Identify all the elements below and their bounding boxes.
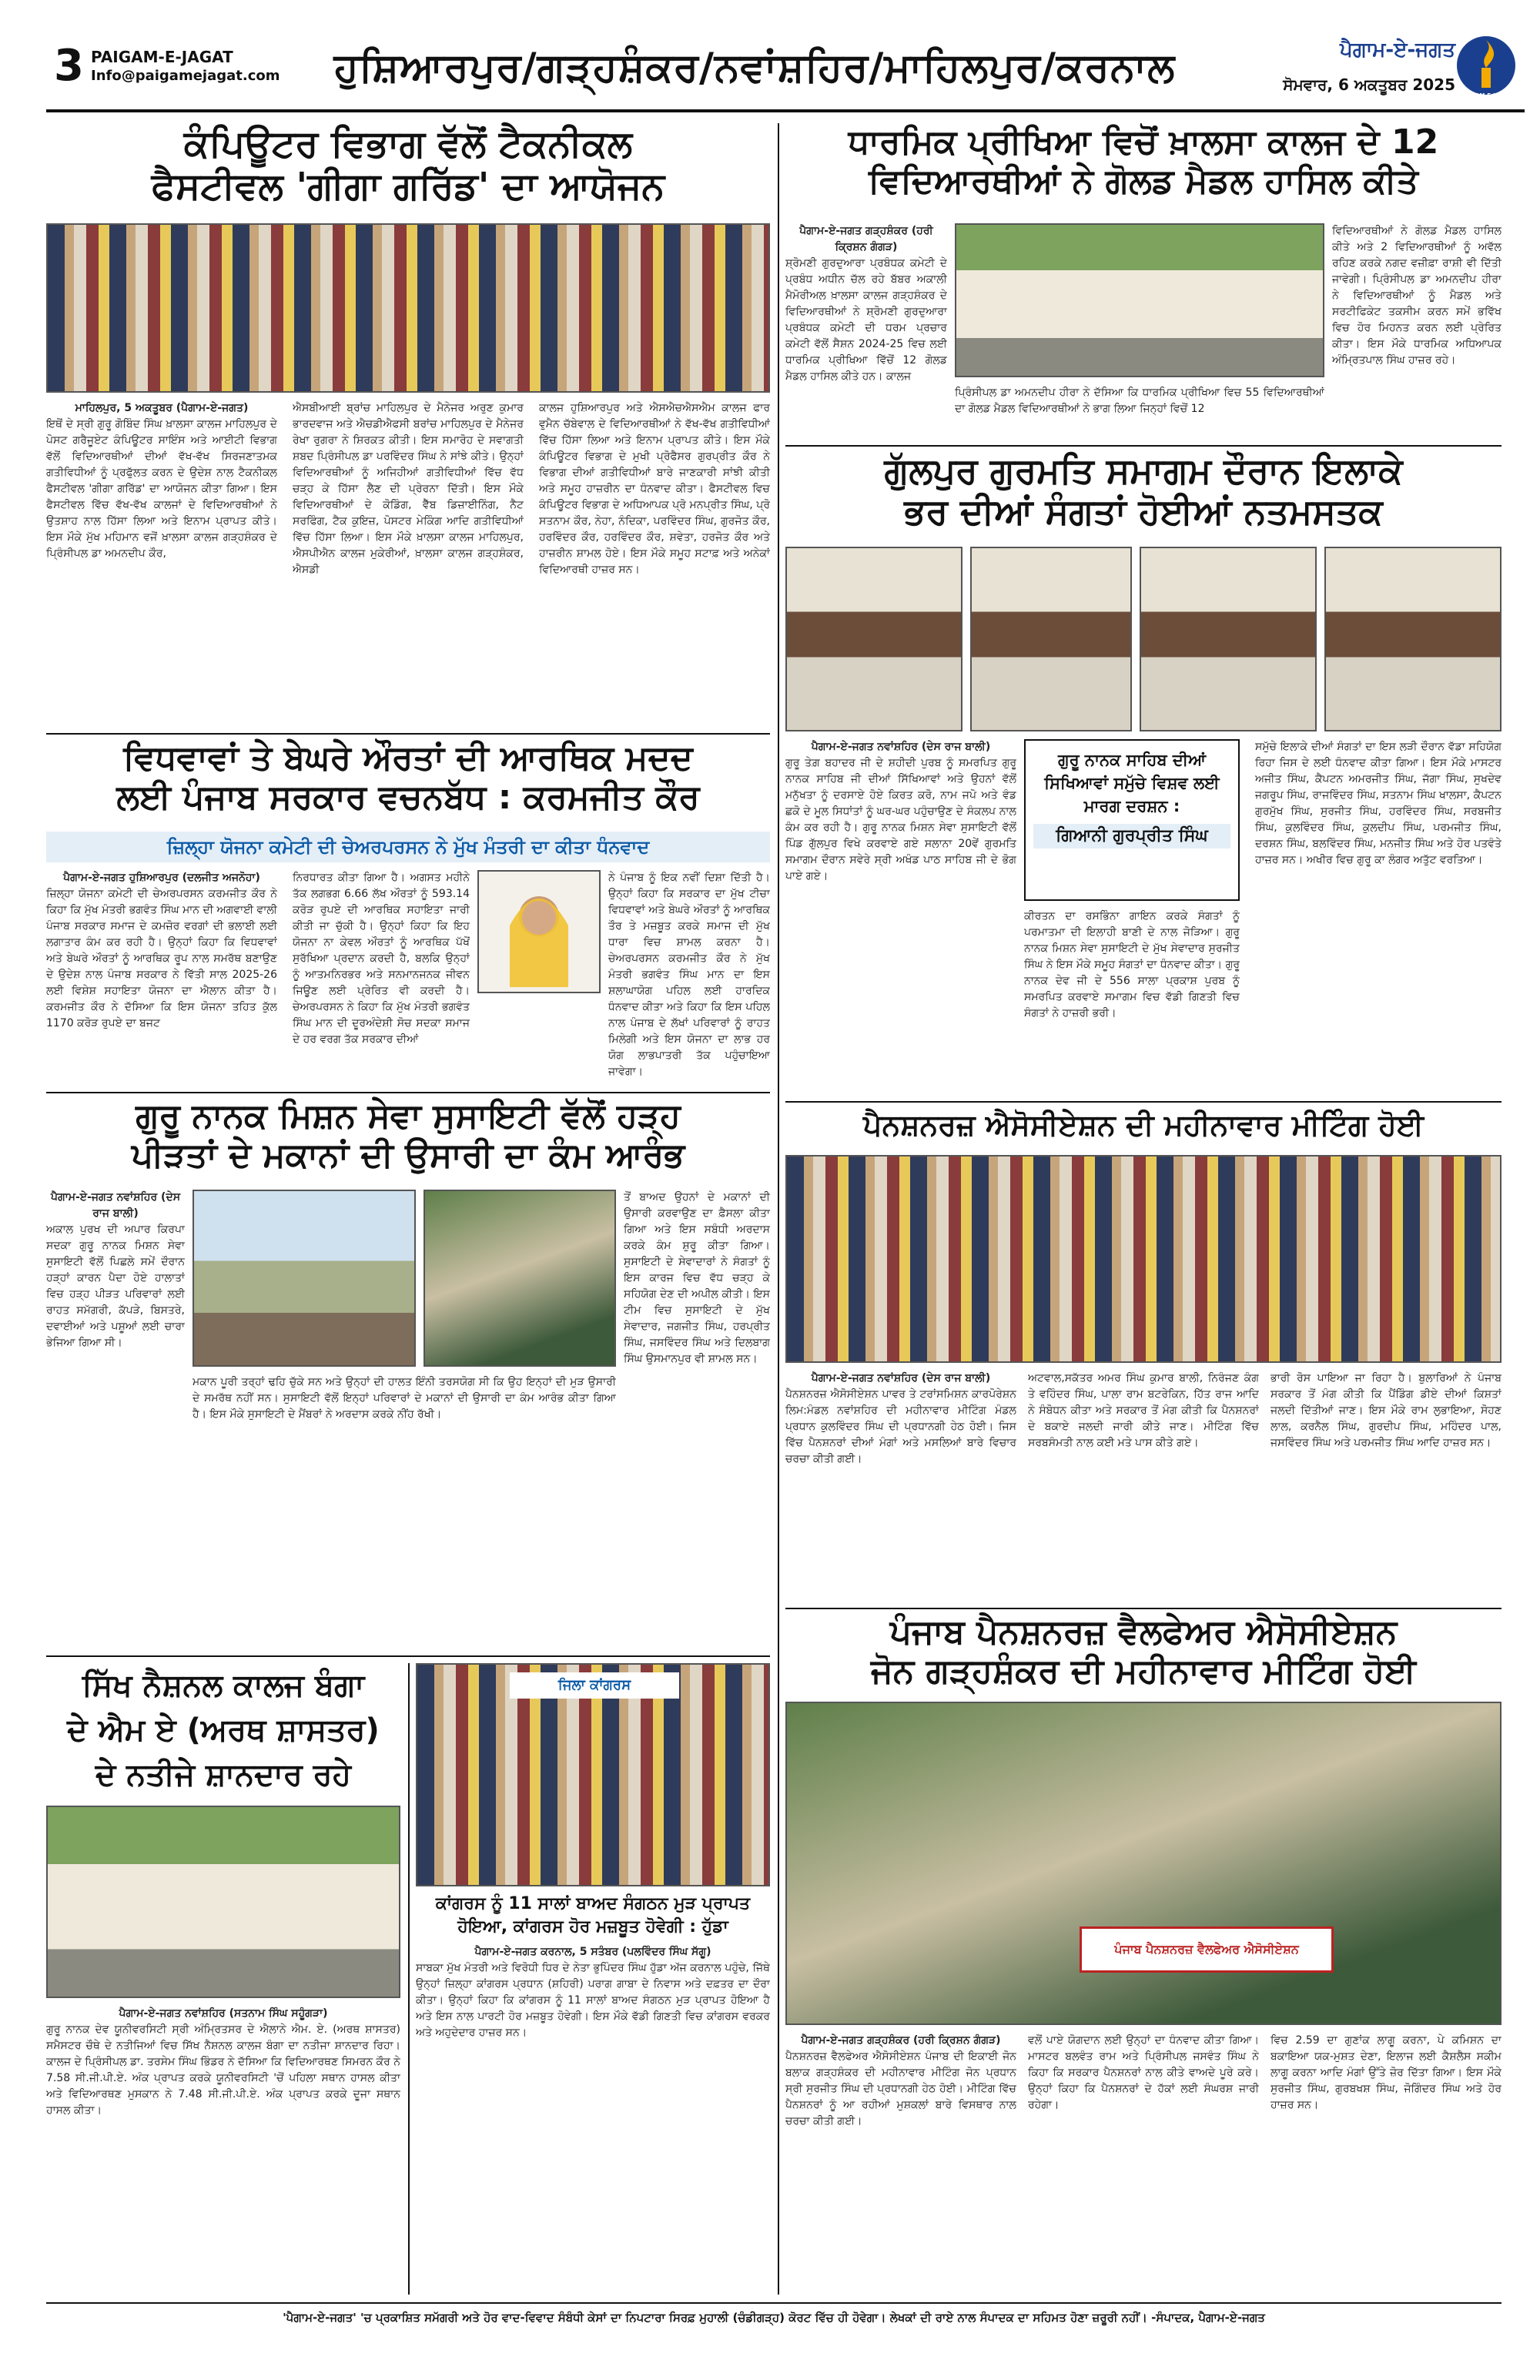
story4-headline-line2: ਲਈ ਪੰਜਾਬ ਸਰਕਾਰ ਵਚਨਬੱਧ : ਕਰਮਜੀਤ ਕੌਰ xyxy=(116,777,700,817)
story3-headline-line2: ਭਰ ਦੀਆਂ ਸੰਗਤਾਂ ਹੋਈਆਂ ਨਤਮਸਤਕ xyxy=(904,490,1383,532)
story8-headline: ਪੈਨਸ਼ਨਰਜ਼ ਐਸੋਸੀਏਸ਼ਨ ਦੀ ਮਹੀਨਾਵਾਰ ਮੀਟਿੰਗ ਹੋਈ xyxy=(862,1108,1424,1142)
story1-headline xyxy=(46,123,770,208)
divider-story6 xyxy=(408,1663,410,2295)
story1-byline: ਮਾਹਿਲਪੁਰ, 5 ਅਕਤੂਬਰ (ਪੈਗਾਮ-ਏ-ਜਗਤ) xyxy=(75,402,249,414)
story6-text: ਗੁਰੂ ਨਾਨਕ ਦੇਵ ਯੂਨੀਵਰਸਿਟੀ ਸ੍ਰੀ ਅੰਮ੍ਰਿਤਸਰ ਦੇ ਐਲਾਨੇ ਐਮ. ਏ. (ਅਰਥ ਸ਼ਾਸਤਰ) ਸਮੈਸਟਰ ਚੌਥੇ ਦੇ ਨਤੀਜਿਆਂ ਵਿਚ ਸਿੱਖ ਨੈਸ਼ਨਲ ਕਾਲਜ ਬੰਗਾ ਦਾ ਨਤੀਜਾ ਸ਼ਾਨਦਾਰ ਰਿਹਾ। ਕਾਲਜ ਦੇ ਪ੍ਰਿੰਸੀਪਲ ਡਾ. ਤਰਸੇਮ ਸਿੰਘ ਭਿੰਡਰ ਨੇ ਦੱਸਿਆ ਕਿ ਵਿਦਿਆਰਥਣ ਸਿਮਰਨ ਕੌਰ ਨੇ 7.58 ਸੀ.ਜੀ.ਪੀ.ਏ. ਅੰਕ ਪ੍ਰਾਪਤ ਕਰਕੇ ਯੂਨੀਵਰਸਿਟੀ 'ਚੋਂ ਪਹਿਲਾ ਸਥਾਨ ਹਾਸਲ ਕੀਤਾ ਅਤੇ ਵਿਦਿਆਰਥਣ ਮੁਸਕਾਨ ਨੇ 7.48 ਸੀ.ਜੀ.ਪੀ.ਏ. ਅੰਕ ਪ੍ਰਾਪਤ ਕਰਕੇ ਦੂਜਾ ਸਥਾਨ ਹਾਸਲ ਕੀਤਾ। xyxy=(46,2024,400,2117)
story3-photo-1 xyxy=(785,547,962,731)
story2-right: ਵਿਦਿਆਰਥੀਆਂ ਨੇ ਗੋਲਡ ਮੈਡਲ ਹਾਸਿਲ ਕੀਤੇ ਅਤੇ 2 ਵਿਦਿਆਰਥੀਆਂ ਨੂੰ ਅਵੱਲ ਰਹਿਣ ਕਰਕੇ ਨਗਦ ਵਜ਼ੀਫ਼ਾ ਰਾਸ਼ੀ ਵੀ ਦਿੱਤੀ ਜਾਵੇਗੀ। ਪ੍ਰਿੰਸੀਪਲ ਡਾ ਅਮਨਦੀਪ ਹੀਰਾ ਨੇ ਵਿਦਿਆਰਥੀਆਂ ਨੂੰ ਮੈਡਲ ਅਤੇ ਸਰਟੀਫਿਕੇਟ ਤਕਸੀਮ ਕਰਨ ਸਮੇਂ ਭਵਿੱਖ ਵਿਚ ਹੋਰ ਮਿਹਨਤ ਕਰਨ ਲਈ ਪ੍ਰੇਰਿਤ ਕੀਤਾ। ਇਸ ਮੌਕੇ ਧਾਰਮਿਕ ਅਧਿਆਪਕ ਅੰਮ੍ਰਿਤਪਾਲ ਸਿੰਘ ਹਾਜ਼ਰ ਰਹੇ। xyxy=(1332,225,1502,367)
masthead-rule xyxy=(46,109,1525,112)
story6-body xyxy=(46,2006,400,2291)
story9-banner: ਪੰਜਾਬ ਪੈਨਸ਼ਨਰਜ਼ ਵੈਲਫੇਅਰ ਐਸੋਸੀਏਸ਼ਨ xyxy=(1080,1926,1334,1973)
story1-col1 xyxy=(46,400,277,728)
story3-headline-line1: ਗੁੱਲਪੁਰ ਗੁਰਮਤਿ ਸਮਾਗਮ ਦੌਰਾਨ ਇਲਾਕੇ xyxy=(884,450,1403,491)
story6-byline: ਪੈਗਾਮ-ਏ-ਜਗਤ ਨਵਾਂਸ਼ਹਿਰ (ਸਤਨਾਮ ਸਿੰਘ ਸਹੂੰਗੜਾ) xyxy=(119,2007,328,2020)
story9-headline xyxy=(785,1613,1502,1691)
story8-photo xyxy=(785,1155,1502,1363)
story7-headline xyxy=(416,1893,770,1939)
story3-byline: ਪੈਗਾਮ-ਏ-ਜਗਤ ਨਵਾਂਸ਼ਹਿਰ (ਦੇਸ ਰਾਜ ਬਾਲੀ) xyxy=(811,741,991,753)
issue-date: ਸੋਮਵਾਰ, 6 ਅਕਤੂਬਰ 2025 xyxy=(1283,75,1455,94)
email[interactable]: Info@paigamejagat.com xyxy=(91,68,280,84)
story5-col3: ਤੋਂ ਬਾਅਦ ਉਹਨਾਂ ਦੇ ਮਕਾਨਾਂ ਦੀ ਉਸਾਰੀ ਕਰਵਾਉਣ ਦਾ ਫ਼ੈਸਲਾ ਕੀਤਾ ਗਿਆ ਅਤੇ ਇਸ ਸਬੰਧੀ ਅਰਦਾਸ ਕਰਕੇ ਕੰਮ ਸ਼ੁਰੂ ਕੀਤਾ ਗਿਆ। ਸੁਸਾਇਟੀ ਦੇ ਸੇਵਾਦਾਰਾਂ ਨੇ ਸੰਗਤਾਂ ਨੂੰ ਇਸ ਕਾਰਜ ਵਿਚ ਵੱਧ ਚੜ੍ਹ ਕੇ ਸਹਿਯੋਗ ਦੇਣ ਦੀ ਅਪੀਲ ਕੀਤੀ। ਇਸ ਟੀਮ ਵਿਚ ਸੁਸਾਇਟੀ ਦੇ ਮੁੱਖ ਸੇਵਾਦਾਰ, ਜਗਜੀਤ ਸਿੰਘ, ਹਰਪ੍ਰੀਤ ਸਿੰਘ, ਜਸਵਿੰਦਰ ਸਿੰਘ ਅਤੇ ਦਿਲਬਾਗ ਸਿੰਘ ਉਸਮਾਨਪੁਰ ਵੀ ਸ਼ਾਮਲ ਸਨ। xyxy=(624,1191,770,1365)
story3-photo-2 xyxy=(970,547,1132,731)
story2-left xyxy=(785,223,947,439)
story7-text: ਸਾਬਕਾ ਮੁੱਖ ਮੰਤਰੀ ਅਤੇ ਵਿਰੋਧੀ ਧਿਰ ਦੇ ਨੇਤਾ ਭੁਪਿੰਦਰ ਸਿੰਘ ਹੁੱਡਾ ਅੱਜ ਕਰਨਾਲ ਪਹੁੰਚੇ, ਜਿੱਥੇ ਉਨ੍ਹਾਂ ਜ਼ਿਲ੍ਹਾ ਕਾਂਗਰਸ ਪ੍ਰਧਾਨ (ਸ਼ਹਿਰੀ) ਪਰਾਗ ਗਾਬਾ ਦੇ ਨਿਵਾਸ ਅਤੇ ਦਫ਼ਤਰ ਦਾ ਦੌਰਾ ਕੀਤਾ। ਉਨ੍ਹਾਂ ਕਿਹਾ ਕਿ ਕਾਂਗਰਸ ਨੂੰ 11 ਸਾਲਾਂ ਬਾਅਦ ਸੰਗਠਨ ਮੁੜ ਪ੍ਰਾਪਤ ਹੋਇਆ ਹੈ ਅਤੇ ਇਸ ਨਾਲ ਪਾਰਟੀ ਹੋਰ ਮਜ਼ਬੂਤ ਹੋਵੇਗੀ। ਇਸ ਮੌਕੇ ਵੱਡੀ ਗਿਣਤੀ ਵਿਚ ਕਾਂਗਰਸ ਵਰਕਰ ਅਤੇ ਅਹੁਦੇਦਾਰ ਹਾਜ਼ਰ ਸਨ। xyxy=(416,1962,770,2039)
page-number: 3 xyxy=(54,41,84,91)
story4-subhead: ਜ਼ਿਲ੍ਹਾ ਯੋਜਨਾ ਕਮੇਟੀ ਦੀ ਚੇਅਰਪਰਸਨ ਨੇ ਮੁੱਖ ਮੰਤਰੀ ਦਾ ਕੀਤਾ ਧੰਨਵਾਦ xyxy=(46,832,770,862)
story3-col1-text: ਗੁਰੂ ਤੇਗ਼ ਬਹਾਦਰ ਜੀ ਦੇ ਸ਼ਹੀਦੀ ਪੁਰਬ ਨੂੰ ਸਮਰਪਿਤ ਗੁਰੂ ਨਾਨਕ ਸਾਹਿਬ ਜੀ ਦੀਆਂ ਸਿੱਖਿਆਵਾਂ ਅਤੇ ਉਹਨਾਂ ਵੱਲੋਂ ਮਨੁੱਖਤਾ ਨੂੰ ਦਰਸਾਏ ਹੋਏ ਕਿਰਤ ਕਰੋ, ਨਾਮ ਜਪੋ ਅਤੇ ਵੰਡ ਛਕੋ ਦੇ ਮੂਲ ਸਿਧਾਂਤਾਂ ਨੂੰ ਘਰ-ਘਰ ਪਹੁੰਚਾਉਣ ਦੇ ਸੰਕਲਪ ਨਾਲ ਕੰਮ ਕਰ ਰਹੀ ਹੈ। ਗੁਰੂ ਨਾਨਕ ਮਿਸ਼ਨ ਸੇਵਾ ਸੁਸਾਇਟੀ ਵੱਲੋਂ ਪਿੰਡ ਗੁੱਲਪੁਰ ਵਿਖੇ ਕਰਵਾਏ ਗਏ ਸਲਾਨਾ 20ਵੇਂ ਗੁਰਮਤਿ ਸਮਾਗਮ ਦੌਰਾਨ ਸਵੇਰੇ ਸ੍ਰੀ ਅਖੰਡ ਪਾਠ ਸਾਹਿਬ ਜੀ ਦੇ ਭੋਗ ਪਾਏ ਗਏ। xyxy=(785,757,1016,882)
story4-col1-text: ਜ਼ਿਲ੍ਹਾ ਯੋਜਨਾ ਕਮੇਟੀ ਦੀ ਚੇਅਰਪਰਸਨ ਕਰਮਜੀਤ ਕੌਰ ਨੇ ਕਿਹਾ ਕਿ ਮੁੱਖ ਮੰਤਰੀ ਭਗਵੰਤ ਸਿੰਘ ਮਾਨ ਦੀ ਅਗਵਾਈ ਵਾਲੀ ਪੰਜਾਬ ਸਰਕਾਰ ਸਮਾਜ ਦੇ ਕਮਜ਼ੋਰ ਵਰਗਾਂ ਦੀ ਭਲਾਈ ਲਈ ਲਗਾਤਾਰ ਕੰਮ ਕਰ ਰਹੀ ਹੈ। ਉਨ੍ਹਾਂ ਕਿਹਾ ਕਿ ਵਿਧਵਾਵਾਂ ਅਤੇ ਬੇਘਰੇ ਔਰਤਾਂ ਨੂੰ ਆਰਥਿਕ ਰੂਪ ਨਾਲ ਸਮਰੱਥ ਬਣਾਉਣ ਦੇ ਉਦੇਸ਼ ਨਾਲ ਪੰਜਾਬ ਸਰਕਾਰ ਨੇ ਵਿੱਤੀ ਸਾਲ 2025-26 ਲਈ ਵਿਸ਼ੇਸ਼ ਸਹਾਇਤਾ ਯੋਜਨਾ ਦਾ ਐਲਾਨ ਕੀਤਾ ਹੈ। ਕਰਮਜੀਤ ਕੌਰ ਨੇ ਦੱਸਿਆ ਕਿ ਇਸ ਯੋਜਨਾ ਤਹਿਤ ਕੁੱਲ 1170 ਕਰੋੜ ਰੁਪਏ ਦਾ ਬਜਟ xyxy=(46,888,277,1029)
story1-headline-line2: ਫੈਸਟੀਵਲ 'ਗੀਗਾ ਗਰਿੱਡ' ਦਾ ਆਯੋਜਨ xyxy=(151,165,665,209)
masthead xyxy=(0,0,1540,115)
story7-body xyxy=(416,1944,770,2291)
story6-headline-line1: ਸਿੱਖ ਨੈਸ਼ਨਲ ਕਾਲਜ ਬੰਗਾ xyxy=(82,1668,365,1703)
story4-byline: ਪੈਗਾਮ-ਏ-ਜਗਤ ਹੁਸ਼ਿਆਰਪੁਰ (ਦਲਜੀਤ ਅਜਨੋਹਾ) xyxy=(63,872,260,884)
story5-headline-line1: ਗੁਰੂ ਨਾਨਕ ਮਿਸ਼ਨ ਸੇਵਾ ਸੁਸਾਇਟੀ ਵੱਲੋਂ ਹੜ੍ਹ xyxy=(136,1096,681,1136)
story2-headline-line1: ਧਾਰਮਿਕ ਪ੍ਰੀਖਿਆ ਵਿਚੋਂ ਖ਼ਾਲਸਾ ਕਾਲਜ ਦੇ 12 xyxy=(848,122,1439,162)
story8-col2: ਅਟਵਾਲ,ਸਕੱਤਰ ਅਮਰ ਸਿੰਘ ਕੁਮਾਰ ਬਾਲੀ, ਨਿਰੰਜਣ ਕੰਗ ਤੇ ਵਹਿੰਦਰ ਸਿੰਘ, ਪਾਲਾ ਰਾਮ ਬਟਰੇਕਿਨ, ਹਿੱਤ ਰਾਜ ਆਦਿ ਨੇ ਸੰਬੋਧਨ ਕੀਤਾ ਅਤੇ ਸਰਕਾਰ ਤੋਂ ਮੰਗ ਕੀਤੀ ਕਿ ਪੈਨਸ਼ਨਰਾਂ ਦੇ ਬਕਾਏ ਜਲਦੀ ਜਾਰੀ ਕੀਤੇ ਜਾਣ। ਮੀਟਿੰਗ ਵਿੱਚ ਸਰਬਸੰਮਤੀ ਨਾਲ ਕਈ ਮਤੇ ਪਾਸ ਕੀਤੇ ਗਏ। xyxy=(1028,1372,1259,1449)
story1-col1-text: ਇਥੋਂ ਦੇ ਸ੍ਰੀ ਗੁਰੂ ਗੋਬਿੰਦ ਸਿੰਘ ਖ਼ਾਲਸਾ ਕਾਲਜ ਮਾਹਿਲਪੁਰ ਦੇ ਪੋਸਟ ਗਰੈਜੂਏਟ ਕੰਪਿਊਟਰ ਸਾਇੰਸ ਅਤੇ ਆਈਟੀ ਵਿਭਾਗ ਵੱਲੋਂ ਵਿਦਿਆਰਥੀਆਂ ਦੀਆਂ ਵੱਖ-ਵੱਖ ਸਿਰਜਣਾਤਮਕ ਗਤੀਵਿਧੀਆਂ ਨੂੰ ਪ੍ਰਫੁੱਲਤ ਕਰਨ ਦੇ ਉਦੇਸ਼ ਨਾਲ ਟੈਕਨੀਕਲ ਫੈਸਟੀਵਲ 'ਗੀਗਾ ਗਰਿੱਡ' ਦਾ ਆਯੋਜਨ ਕੀਤਾ ਗਿਆ। ਇਸ ਫੈਸਟੀਵਲ ਵਿੱਚ ਵੱਖ-ਵੱਖ ਕਾਲਜਾਂ ਦੇ ਵਿਦਿਆਰਥੀਆਂ ਨੇ ਉਤਸ਼ਾਹ ਨਾਲ ਹਿੱਸਾ ਲਿਆ ਅਤੇ ਇਨਾਮ ਪ੍ਰਾਪਤ ਕੀਤੇ। ਇਸ ਮੌਕੇ ਮੁੱਖ ਮਹਿਮਾਨ ਵਜੋਂ ਖ਼ਾਲਸਾ ਕਾਲਜ ਗੜ੍ਹਸ਼ੰਕਰ ਦੇ ਪ੍ਰਿੰਸੀਪਲ ਡਾ ਅਮਨਦੀਪ ਕੌਰ, xyxy=(46,418,277,560)
story2-headline xyxy=(785,123,1502,201)
story6-headline-line3: ਦੇ ਨਤੀਜੇ ਸ਼ਾਨਦਾਰ ਰਹੇ xyxy=(95,1757,352,1793)
story3-headline xyxy=(785,450,1502,532)
story1-col3: ਕਾਲਜ ਹੁਸ਼ਿਆਰਪੁਰ ਅਤੇ ਐਸਐਚਐਸਐਮ ਕਾਲਜ ਫਾਰ ਵੁਮੈਨ ਚੱਬੇਵਾਲ ਦੇ ਵਿਦਿਆਰਥੀਆਂ ਨੇ ਵੱਖ-ਵੱਖ ਗਤੀਵਿਧੀਆਂ ਵਿੱਚ ਹਿੱਸਾ ਲਿਆ ਅਤੇ ਇਨਾਮ ਪ੍ਰਾਪਤ ਕੀਤੇ। ਇਸ ਮੌਕੇ ਕੰਪਿਊਟਰ ਵਿਭਾਗ ਦੇ ਮੁਖੀ ਪ੍ਰੋਫੈਸਰ ਗੁਰਪ੍ਰੀਤ ਕੌਰ ਨੇ ਵਿਭਾਗ ਦੀਆਂ ਗਤੀਵਿਧੀਆਂ ਬਾਰੇ ਜਾਣਕਾਰੀ ਸਾਂਝੀ ਕੀਤੀ ਅਤੇ ਸਮੂਹ ਹਾਜ਼ਰੀਨ ਦਾ ਧੰਨਵਾਦ ਕੀਤਾ। ਫੈਸਟੀਵਲ ਵਿਚ ਕੰਪਿਊਟਰ ਵਿਭਾਗ ਦੇ ਅਧਿਆਪਕ ਪ੍ਰੋ ਮਨਪ੍ਰੀਤ ਸਿੰਘ, ਪ੍ਰੋ ਸਤਨਾਮ ਕੌਰ, ਨੇਹਾ, ਨੰਦਿਕਾ, ਪਰਵਿੰਦਰ ਸਿੰਘ, ਗੁਰਜੋਤ ਕੌਰ, ਹਰਵਿੰਦਰ ਕੌਰ, ਹਰਵਿੰਦਰ ਕੌਰ, ਸ਼ਵੇਤਾ, ਹਰਜੋਤ ਕੌਰ ਅਤੇ ਹਾਜ਼ਰੀਨ ਸ਼ਾਮਲ ਹੋਏ। ਇਸ ਮੌਕੇ ਸਮੂਹ ਸਟਾਫ਼ ਅਤੇ ਅਨੇਕਾਂ ਵਿਦਿਆਰਥੀ ਹਾਜ਼ਰ ਸਨ। xyxy=(539,402,770,576)
story4-portrait xyxy=(477,870,601,993)
story3-photo-4 xyxy=(1324,547,1502,731)
story7-photo xyxy=(416,1663,770,1886)
story6-photo xyxy=(46,1806,400,1998)
story5-col2: ਮਕਾਨ ਪੂਰੀ ਤਰ੍ਹਾਂ ਢਹਿ ਚੁੱਕੇ ਸਨ ਅਤੇ ਉਨ੍ਹਾਂ ਦੀ ਹਾਲਤ ਇੰਨੀ ਤਰਸਯੋਗ ਸੀ ਕਿ ਉਹ ਇਨ੍ਹਾਂ ਦੀ ਮੁੜ ਉਸਾਰੀ ਦੇ ਸਮਰੱਥ ਨਹੀਂ ਸਨ। ਸੁਸਾਇਟੀ ਵੱਲੋਂ ਇਨ੍ਹਾਂ ਪਰਿਵਾਰਾਂ ਦੇ ਮਕਾਨਾਂ ਦੀ ਉਸਾਰੀ ਦਾ ਕੰਮ ਆਰੰਭ ਕੀਤਾ ਗਿਆ ਹੈ। ਇਸ ਮੌਕੇ ਸੁਸਾਇਟੀ ਦੇ ਮੈਂਬਰਾਂ ਨੇ ਅਰਦਾਸ ਕਰਕੇ ਨੀਂਹ ਰੱਖੀ। xyxy=(192,1376,616,1421)
story5-byline: ਪੈਗਾਮ-ਏ-ਜਗਤ ਨਵਾਂਸ਼ਹਿਰ (ਦੇਸ ਰਾਜ ਬਾਲੀ) xyxy=(50,1191,181,1220)
story9-headline-line1: ਪੰਜਾਬ ਪੈਨਸ਼ਨਰਜ਼ ਵੈਲਫੇਅਰ ਐਸੋਸੀਏਸ਼ਨ xyxy=(889,1612,1398,1652)
story8-col1-text: ਪੈਨਸ਼ਨਰਜ਼ ਐਸੋਸੀਏਸ਼ਨ ਪਾਵਰ ਤੇ ਟਰਾਂਸਮਿਸ਼ਨ ਕਾਰਪੋਰੇਸ਼ਨ ਲਿਮ:ਮੰਡਲ ਨਵਾਂਸ਼ਹਿਰ ਦੀ ਮਹੀਨਾਵਾਰ ਮੀਟਿੰਗ ਮੰਡਲ ਪ੍ਰਧਾਨ ਕੁਲਵਿੰਦਰ ਸਿੰਘ ਦੀ ਪ੍ਰਧਾਨਗੀ ਹੇਠ ਹੋਈ। ਜਿਸ ਵਿੱਚ ਪੈਨਸ਼ਨਰਾਂ ਦੀਆਂ ਮੰਗਾਂ ਅਤੇ ਮਸਲਿਆਂ ਬਾਰੇ ਵਿਚਾਰ ਚਰਚਾ ਕੀਤੀ ਗਈ। xyxy=(785,1388,1016,1465)
story2-byline: ਪੈਗਾਮ-ਏ-ਜਗਤ ਗੜ੍ਹਸ਼ੰਕਰ (ਹਰੀ ਕ੍ਰਿਸ਼ਨ ਗੰਗੜ) xyxy=(799,225,933,253)
story2-photo xyxy=(955,223,1324,377)
logo-name: ਪੈਗਾਮ-ਏ-ਜਗਤ xyxy=(1340,38,1455,62)
footer-disclaimer: 'ਪੈਗਾਮ-ਏ-ਜਗਤ' 'ਚ ਪ੍ਰਕਾਸ਼ਿਤ ਸਮੱਗਰੀ ਅਤੇ ਹੋਰ ਵਾਦ-ਵਿਵਾਦ ਸੰਬੰਧੀ ਕੇਸਾਂ ਦਾ ਨਿਪਟਾਰਾ ਸਿਰਫ਼ ਮੁਹਾਲੀ (ਚੰਡੀਗੜ੍ਹ) ਕੋਰਟ ਵਿੱਚ ਹੀ ਹੋਵੇਗਾ। ਲੇਖਕਾਂ ਦੀ ਰਾਏ ਨਾਲ ਸੰਪਾਦਕ ਦਾ ਸਹਿਮਤ ਹੋਣਾ ਜ਼ਰੂਰੀ ਨਹੀਂ। -ਸੰਪਾਦਕ, ਪੈਗਾਮ-ਏ-ਜਗਤ xyxy=(283,2311,1265,2325)
story2-bottom: ਪ੍ਰਿੰਸੀਪਲ ਡਾ ਅਮਨਦੀਪ ਹੀਰਾ ਨੇ ਦੱਸਿਆ ਕਿ ਧਾਰਮਿਕ ਪ੍ਰੀਖਿਆ ਵਿਚ 55 ਵਿਦਿਆਰਥੀਆਂ ਦਾ ਗੋਲਡ ਮੈਡਲ ਵਿਦਿਆਰਥੀਆਂ ਨੇ ਭਾਗ ਲਿਆ ਜਿਨ੍ਹਾਂ ਵਿਚੋਂ 12 xyxy=(955,387,1324,415)
story5-col1 xyxy=(46,1190,185,1652)
divider-story4 xyxy=(46,1092,770,1093)
story2-headline-line2: ਵਿਦਿਆਰਥੀਆਂ ਨੇ ਗੋਲਡ ਮੈਡਲ ਹਾਸਿਲ ਕੀਤੇ xyxy=(869,161,1418,201)
story8-col3: ਭਾਰੀ ਰੋਸ ਪਾਇਆ ਜਾ ਰਿਹਾ ਹੈ। ਬੁਲਾਰਿਆਂ ਨੇ ਪੰਜਾਬ ਸਰਕਾਰ ਤੋਂ ਮੰਗ ਕੀਤੀ ਕਿ ਪੈਂਡਿੰਗ ਡੀਏ ਦੀਆਂ ਕਿਸ਼ਤਾਂ ਜਲਦੀ ਦਿੱਤੀਆਂ ਜਾਣ। ਇਸ ਮੌਕੇ ਰਾਮ ਲੁਭਾਇਆ, ਸੋਹਣ ਲਾਲ, ਕਰਨੈਲ ਸਿੰਘ, ਗੁਰਦੀਪ ਸਿੰਘ, ਮਹਿੰਦਰ ਪਾਲ, ਜਸਵਿੰਦਰ ਸਿੰਘ ਅਤੇ ਪਰਮਜੀਤ ਸਿੰਘ ਆਦਿ ਹਾਜ਼ਰ ਸਨ। xyxy=(1270,1372,1502,1449)
divider-story1 xyxy=(46,733,770,735)
story9-col1 xyxy=(785,2033,1016,2291)
story9-byline: ਪੈਗਾਮ-ਏ-ਜਗਤ ਗੜ੍ਹਸ਼ੰਕਰ (ਹਰੀ ਕ੍ਰਿਸ਼ਨ ਗੰਗੜ) xyxy=(801,2034,1001,2047)
story7-byline: ਪੈਗਾਮ-ਏ-ਜਗਤ ਕਰਨਾਲ, 5 ਸਤੰਬਰ (ਪਲਵਿੰਦਰ ਸਿੰਘ ਸੱਗੂ) xyxy=(474,1946,711,1958)
story7-headline-line1: ਕਾਂਗਰਸ ਨੂੰ 11 ਸਾਲਾਂ ਬਾਅਦ ਸੰਗਠਨ ਮੁੜ ਪ੍ਰਾਪਤ xyxy=(435,1894,751,1913)
story3-col1 xyxy=(785,739,1016,916)
story9-col3: ਵਿਚ 2.59 ਦਾ ਗੁਣਾਂਕ ਲਾਗੂ ਕਰਨਾ, ਪੇ ਕਮਿਸ਼ਨ ਦਾ ਬਕਾਇਆ ਯਕ-ਮੁਸ਼ਤ ਦੇਣਾ, ਇਲਾਜ ਲਈ ਕੈਸ਼ਲੈਸ ਸਕੀਮ ਲਾਗੂ ਕਰਨਾ ਆਦਿ ਮੰਗਾਂ ਉੱਤੇ ਜ਼ੋਰ ਦਿੱਤਾ ਗਿਆ। ਇਸ ਮੌਕੇ ਸੁਰਜੀਤ ਸਿੰਘ, ਗੁਰਬਖਸ਼ ਸਿੰਘ, ਜੋਗਿੰਦਰ ਸਿੰਘ ਅਤੇ ਹੋਰ ਹਾਜ਼ਰ ਸਨ। xyxy=(1270,2034,1502,2111)
story1-photo xyxy=(46,223,770,393)
story5-photo-2 xyxy=(424,1190,616,1367)
person-portrait-icon xyxy=(479,872,599,992)
story9-photo xyxy=(785,1702,1502,2025)
story3-photo-3 xyxy=(1140,547,1317,731)
story8-col1 xyxy=(785,1371,1016,1602)
brand-name: PAIGAM-E-JAGAT xyxy=(91,48,233,66)
story9-headline-line2: ਜੋਨ ਗੜ੍ਹਸ਼ੰਕਰ ਦੀ ਮਹੀਨਾਵਾਰ ਮੀਟਿੰਗ ਹੋਈ xyxy=(871,1651,1416,1691)
region-title: ਹੁਸ਼ਿਆਰਪੁਰ/ਗੜ੍ਹਸ਼ੰਕਰ/ਨਵਾਂਸ਼ਹਿਰ/ਮਾਹਿਲਪੁਰ/ਕਰਨਾਲ xyxy=(333,45,1176,91)
story3-highlight-name: ਗਿਆਨੀ ਗੁਰਪ੍ਰੀਤ ਸਿੰਘ xyxy=(1033,824,1230,849)
story5-headline xyxy=(46,1097,770,1175)
story4-headline-line1: ਵਿਧਵਾਵਾਂ ਤੇ ਬੇਘਰੇ ਔਰਤਾਂ ਦੀ ਆਰਥਿਕ ਮਦਦ xyxy=(123,738,693,778)
divider-story5 xyxy=(46,1655,770,1657)
story1-col2: ਐਸਬੀਆਈ ਬ੍ਰਾਂਚ ਮਾਹਿਲਪੁਰ ਦੇ ਮੈਨੇਜਰ ਅਰੁਣ ਕੁਮਾਰ ਭਾਰਦਵਾਜ ਅਤੇ ਐਚਡੀਐਫਸੀ ਬਰਾਂਚ ਮਾਹਿਲਪੁਰ ਦੇ ਮੈਨੇਜਰ ਰੇਖਾ ਰੁਗਰਾ ਨੇ ਸ਼ਿਰਕਤ ਕੀਤੀ। ਇਸ ਸਮਾਰੋਹ ਦੇ ਸਵਾਗਤੀ ਸ਼ਬਦ ਪ੍ਰਿੰਸੀਪਲ ਡਾ ਪਰਵਿੰਦਰ ਸਿੰਘ ਨੇ ਸਾਂਝੇ ਕੀਤੇ। ਉਨ੍ਹਾਂ ਵਿਦਿਆਰਥੀਆਂ ਨੂੰ ਅਜਿਹੀਆਂ ਗਤੀਵਿਧੀਆਂ ਵਿੱਚ ਵੱਧ ਚੜ੍ਹ ਕੇ ਹਿੱਸਾ ਲੈਣ ਦੀ ਪ੍ਰੇਰਨਾ ਦਿੱਤੀ। ਇਸ ਮੌਕੇ ਵਿਦਿਆਰਥੀਆਂ ਦੇ ਕੋਡਿੰਗ, ਵੈੱਬ ਡਿਜ਼ਾਈਨਿੰਗ, ਨੈਟ ਸਰਫਿੰਗ, ਟੈਕ ਕੁਇਜ਼, ਪੋਸਟਰ ਮੇਕਿੰਗ ਆਦਿ ਗਤੀਵਿਧੀਆਂ ਵਿੱਚ ਹਿੱਸਾ ਲਿਆ। ਇਸ ਮੌਕੇ ਖ਼ਾਲਸਾ ਕਾਲਜ ਮਾਹਿਲਪੁਰ, ਐਸਪੀਐਨ ਕਾਲਜ ਮੁਕੇਰੀਆਂ, ਖ਼ਾਲਸਾ ਕਾਲਜ ਗੜ੍ਹਸ਼ੰਕਰ, ਐਸਡੀ xyxy=(293,402,524,576)
story7-banner: ਜਿਲਾ ਕਾਂਗਰਸ xyxy=(510,1672,679,1699)
footer-rule xyxy=(46,2302,1502,2304)
story5-headline-line2: ਪੀੜਤਾਂ ਦੇ ਮਕਾਨਾਂ ਦੀ ਉਸਾਰੀ ਦਾ ਕੰਮ ਆਰੰਭ xyxy=(131,1135,685,1175)
story4-headline xyxy=(46,739,770,817)
story6-headline-line2: ਦੇ ਐਮ ਏ (ਅਰਥ ਸ਼ਾਸਤਰ) xyxy=(67,1712,380,1748)
story9-col1-text: ਪੈਨਸ਼ਨਰਜ਼ ਵੈਲਫੇਅਰ ਐਸੋਸੀਏਸ਼ਨ ਪੰਜਾਬ ਦੀ ਇਕਾਈ ਜੋਨ ਬਲਾਕ ਗੜ੍ਹਸ਼ੰਕਰ ਦੀ ਮਹੀਨਾਵਾਰ ਮੀਟਿੰਗ ਜੋਨ ਪ੍ਰਧਾਨ ਸ੍ਰੀ ਸੁਰਜੀਤ ਸਿੰਘ ਦੀ ਪ੍ਰਧਾਨਗੀ ਹੇਠ ਹੋਈ। ਮੀਟਿੰਗ ਵਿੱਚ ਪੈਨਸ਼ਨਰਾਂ ਨੂੰ ਆ ਰਹੀਆਂ ਮੁਸ਼ਕਲਾਂ ਬਾਰੇ ਵਿਸਥਾਰ ਨਾਲ ਚਰਚਾ ਕੀਤੀ ਗਈ। xyxy=(785,2050,1016,2127)
story5-col1-text: ਅਕਾਲ ਪੁਰਖ ਦੀ ਅਪਾਰ ਕਿਰਪਾ ਸਦਕਾ ਗੁਰੂ ਨਾਨਕ ਮਿਸ਼ਨ ਸੇਵਾ ਸੁਸਾਇਟੀ ਵੱਲੋਂ ਪਿਛਲੇ ਸਮੇਂ ਦੌਰਾਨ ਹੜ੍ਹਾਂ ਕਾਰਨ ਪੈਦਾ ਹੋਏ ਹਾਲਾਤਾਂ ਵਿਚ ਹੜ੍ਹ ਪੀੜਤ ਪਰਿਵਾਰਾਂ ਲਈ ਰਾਹਤ ਸਮੱਗਰੀ, ਕੱਪੜੇ, ਬਿਸਤਰੇ, ਦਵਾਈਆਂ ਅਤੇ ਪਸ਼ੂਆਂ ਲਈ ਚਾਰਾ ਭੇਜਿਆ ਗਿਆ ਸੀ। xyxy=(46,1223,185,1349)
logo-lettering: PAIGAM-E-JAGAT xyxy=(1461,92,1512,99)
story4-col2: ਨਿਰਧਾਰਤ ਕੀਤਾ ਗਿਆ ਹੈ। ਅਗਸਤ ਮਹੀਨੇ ਤੱਕ ਲਗਭਗ 6.66 ਲੱਖ ਔਰਤਾਂ ਨੂੰ 593.14 ਕਰੋੜ ਰੁਪਏ ਦੀ ਆਰਥਿਕ ਸਹਾਇਤਾ ਜਾਰੀ ਕੀਤੀ ਜਾ ਚੁੱਕੀ ਹੈ। ਉਨ੍ਹਾਂ ਕਿਹਾ ਕਿ ਇਹ ਯੋਜਨਾ ਨਾ ਕੇਵਲ ਔਰਤਾਂ ਨੂੰ ਆਰਥਿਕ ਪੱਖੋਂ ਸੁਰੱਖਿਆ ਪ੍ਰਦਾਨ ਕਰਦੀ ਹੈ, ਬਲਕਿ ਉਨ੍ਹਾਂ ਨੂੰ ਆਤਮਨਿਰਭਰ ਅਤੇ ਸਨਮਾਨਜਨਕ ਜੀਵਨ ਜਿਊਣ ਲਈ ਪ੍ਰੇਰਿਤ ਵੀ ਕਰਦੀ ਹੈ। ਚੇਅਰਪਰਸਨ ਨੇ ਕਿਹਾ ਕਿ ਮੁੱਖ ਮੰਤਰੀ ਭਗਵੰਤ ਸਿੰਘ ਮਾਨ ਦੀ ਦੂਰਅੰਦੇਸ਼ੀ ਸੋਚ ਸਦਕਾ ਸਮਾਜ ਦੇ ਹਰ ਵਰਗ ਤੱਕ ਸਰਕਾਰ ਦੀਆਂ xyxy=(293,872,470,1046)
story2-left-text: ਸ਼੍ਰੋਮਣੀ ਗੁਰਦੁਆਰਾ ਪ੍ਰਬੰਧਕ ਕਮੇਟੀ ਦੇ ਪ੍ਰਬੰਧ ਅਧੀਨ ਚੱਲ ਰਹੇ ਬੱਬਰ ਅਕਾਲੀ ਮੈਮੋਰੀਅਲ ਖ਼ਾਲਸਾ ਕਾਲਜ ਗੜ੍ਹਸ਼ੰਕਰ ਦੇ ਵਿਦਿਆਰਥੀਆਂ ਨੇ ਸ਼੍ਰੋਮਣੀ ਗੁਰਦੁਆਰਾ ਪ੍ਰਬੰਧਕ ਕਮੇਟੀ ਦੀ ਧਰਮ ਪ੍ਰਚਾਰ ਕਮੇਟੀ ਵੱਲੋਂ ਸੈਸ਼ਨ 2024-25 ਵਿਚ ਲਈ ਧਾਰਮਿਕ ਪ੍ਰੀਖਿਆ ਵਿੱਚੋਂ 12 ਗੋਲਡ ਮੈਡਲ ਹਾਸਿਲ ਕੀਤੇ ਹਨ। ਕਾਲਜ xyxy=(785,257,947,383)
story3-highlight-box xyxy=(1024,739,1240,901)
story4-col3: ਨੇ ਪੰਜਾਬ ਨੂੰ ਇਕ ਨਵੀਂ ਦਿਸ਼ਾ ਦਿੱਤੀ ਹੈ। ਉਨ੍ਹਾਂ ਕਿਹਾ ਕਿ ਸਰਕਾਰ ਦਾ ਮੁੱਖ ਟੀਚਾ ਵਿਧਵਾਵਾਂ ਅਤੇ ਬੇਘਰੇ ਔਰਤਾਂ ਨੂੰ ਆਰਥਿਕ ਤੌਰ ਤੇ ਮਜ਼ਬੂਤ ਕਰਕੇ ਸਮਾਜ ਦੀ ਮੁੱਖ ਧਾਰਾ ਵਿਚ ਸ਼ਾਮਲ ਕਰਨਾ ਹੈ। ਚੇਅਰਪਰਸਨ ਕਰਮਜੀਤ ਕੌਰ ਨੇ ਮੁੱਖ ਮੰਤਰੀ ਭਗਵੰਤ ਸਿੰਘ ਮਾਨ ਦਾ ਇਸ ਸ਼ਲਾਘਾਯੋਗ ਪਹਿਲ ਲਈ ਹਾਰਦਿਕ ਧੰਨਵਾਦ ਕੀਤਾ ਅਤੇ ਕਿਹਾ ਕਿ ਇਸ ਪਹਿਲ ਨਾਲ ਪੰਜਾਬ ਦੇ ਲੱਖਾਂ ਪਰਿਵਾਰਾਂ ਨੂੰ ਰਾਹਤ ਮਿਲੇਗੀ ਅਤੇ ਇਸ ਯੋਜਨਾ ਦਾ ਲਾਭ ਹਰ ਯੋਗ ਲਾਭਪਾਤਰੀ ਤੱਕ ਪਹੁੰਚਾਇਆ ਜਾਵੇਗਾ। xyxy=(608,872,770,1078)
story9-col2: ਵਲੋਂ ਪਾਏ ਯੋਗਦਾਨ ਲਈ ਉਨ੍ਹਾਂ ਦਾ ਧੰਨਵਾਦ ਕੀਤਾ ਗਿਆ। ਮਾਸਟਰ ਬਲਵੰਤ ਰਾਮ ਅਤੇ ਪ੍ਰਿੰਸੀਪਲ ਜਸਵੰਤ ਸਿੰਘ ਨੇ ਕਿਹਾ ਕਿ ਸਰਕਾਰ ਪੈਨਸ਼ਨਰਾਂ ਨਾਲ ਕੀਤੇ ਵਾਅਦੇ ਪੂਰੇ ਕਰੇ। ਉਨ੍ਹਾਂ ਕਿਹਾ ਕਿ ਪੈਨਸ਼ਨਰਾਂ ਦੇ ਹੱਕਾਂ ਲਈ ਸੰਘਰਸ਼ ਜਾਰੀ ਰਹੇਗਾ। xyxy=(1028,2034,1259,2111)
story3-highlight-text: ਗੁਰੂ ਨਾਨਕ ਸਾਹਿਬ ਦੀਆਂ ਸਿਖਿਆਵਾਂ ਸਮੁੱਚੇ ਵਿਸ਼ਵ ਲਈ ਮਾਰਗ ਦਰਸ਼ਨ : xyxy=(1044,751,1220,815)
divider-story3 xyxy=(785,1101,1502,1103)
torch-logo-icon xyxy=(1455,31,1517,100)
story1-headline-line1: ਕੰਪਿਊਟਰ ਵਿਭਾਗ ਵੱਲੋਂ ਟੈਕਨੀਕਲ xyxy=(183,122,633,166)
story5-photo-1 xyxy=(192,1190,416,1367)
story4-col1 xyxy=(46,870,277,1086)
divider-story8 xyxy=(785,1608,1502,1609)
story6-headline xyxy=(46,1663,400,1797)
divider-vertical-main xyxy=(778,123,779,2295)
divider-story2 xyxy=(785,445,1502,447)
story7-headline-line2: ਹੋਇਆ, ਕਾਂਗਰਸ ਹੋਰ ਮਜ਼ਬੂਤ ਹੋਵੇਗੀ : ਹੁੱਡਾ xyxy=(457,1917,728,1936)
story3-col1b: ਕੀਰਤਨ ਦਾ ਰਸਭਿੰਨਾ ਗਾਇਨ ਕਰਕੇ ਸੰਗਤਾਂ ਨੂੰ ਪਰਮਾਤਮਾ ਦੀ ਇਲਾਹੀ ਬਾਣੀ ਦੇ ਨਾਲ ਜੋੜਿਆ। ਗੁਰੂ ਨਾਨਕ ਮਿਸ਼ਨ ਸੇਵਾ ਸੁਸਾਇਟੀ ਦੇ ਮੁੱਖ ਸੇਵਾਦਾਰ ਸੁਰਜੀਤ ਸਿੰਘ ਨੇ ਇਸ ਮੌਕੇ ਸਮੂਹ ਸੰਗਤਾਂ ਦਾ ਧੰਨਵਾਦ ਕੀਤਾ। ਗੁਰੂ ਨਾਨਕ ਦੇਵ ਜੀ ਦੇ 556 ਸਾਲਾ ਪ੍ਰਕਾਸ਼ ਪੁਰਬ ਨੂੰ ਸਮਰਪਿਤ ਕਰਵਾਏ ਸਮਾਗਮ ਵਿਚ ਵੱਡੀ ਗਿਣਤੀ ਵਿਚ ਸੰਗਤਾਂ ਨੇ ਹਾਜ਼ਰੀ ਭਰੀ। xyxy=(1024,910,1240,1019)
story8-byline: ਪੈਗਾਮ-ਏ-ਜਗਤ ਨਵਾਂਸ਼ਹਿਰ (ਦੇਸ ਰਾਜ ਬਾਲੀ) xyxy=(811,1372,991,1384)
story3-col2: ਸਮੁੱਚੇ ਇਲਾਕੇ ਦੀਆਂ ਸੰਗਤਾਂ ਦਾ ਇਸ ਲੜੀ ਦੌਰਾਨ ਵੱਡਾ ਸਹਿਯੋਗ ਰਿਹਾ ਜਿਸ ਦੇ ਲਈ ਧੰਨਵਾਦ ਕੀਤਾ ਗਿਆ। ਇਸ ਮੌਕੇ ਮਾਸਟਰ ਅਜੀਤ ਸਿੰਘ, ਕੈਪਟਨ ਅਮਰਜੀਤ ਸਿੰਘ, ਜੱਗਾ ਸਿੰਘ, ਸੁਖਦੇਵ ਜਗਰੂਪ ਸਿੰਘ, ਰਾਜਵਿੰਦਰ ਸਿੰਘ, ਸਤਨਾਮ ਸਿੰਘ ਖਾਲਸਾ, ਕੈਪਟਨ ਗੁਰਮੁੱਖ ਸਿੰਘ, ਸੁਰਜੀਤ ਸਿੰਘ, ਹਰਵਿੰਦਰ ਸਿੰਘ, ਸਰਬਜੀਤ ਸਿੰਘ, ਕੁਲਵਿੰਦਰ ਸਿੰਘ, ਕੁਲਦੀਪ ਸਿੰਘ, ਪਰਮਜੀਤ ਸਿੰਘ, ਦਰਸ਼ਨ ਸਿੰਘ, ਬਲਵਿੰਦਰ ਸਿੰਘ, ਮਨਜੀਤ ਸਿੰਘ ਅਤੇ ਹੋਰ ਪਤਵੰਤੇ ਹਾਜ਼ਰ ਸਨ। ਅਖੀਰ ਵਿਚ ਗੁਰੂ ਕਾ ਲੰਗਰ ਅਤੁੱਟ ਵਰਤਿਆ। xyxy=(1255,741,1502,866)
